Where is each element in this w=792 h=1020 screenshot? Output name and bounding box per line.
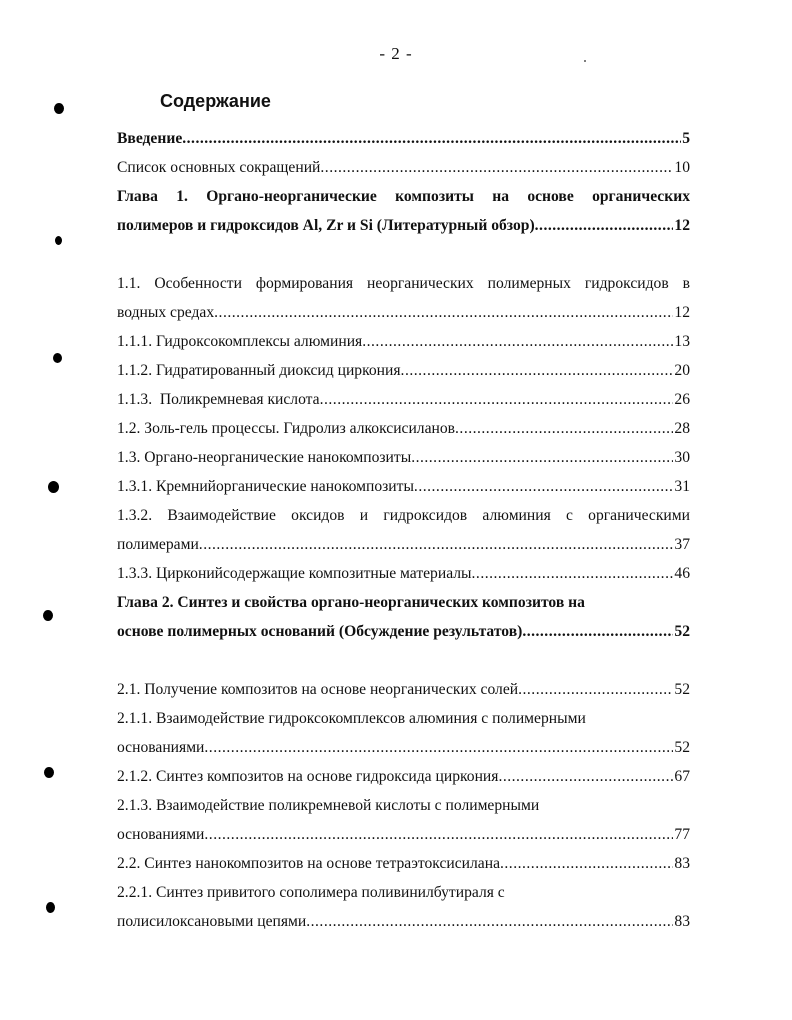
toc-page-number: 83 — [674, 855, 690, 872]
toc-page-number: 26 — [674, 391, 690, 408]
toc-page-number: 5 — [682, 130, 690, 147]
toc-chapter-1-title[interactable]: Глава 1. Органо-неорганические композиты на основе органических — [117, 188, 690, 205]
toc-page-number: 31 — [674, 478, 690, 495]
toc-page-number: 52 — [674, 681, 690, 698]
toc-entry-title: основаниями — [117, 826, 205, 843]
toc-entry-1-3-2[interactable] — [117, 530, 690, 559]
toc-entry-1-3-1[interactable] — [117, 472, 690, 501]
toc-entry-1-1[interactable] — [117, 298, 690, 327]
toc-page-number: 77 — [674, 826, 690, 843]
punch-hole-mark — [54, 103, 64, 114]
toc-entry-1-3[interactable] — [117, 443, 690, 472]
toc-page-number: 52 — [674, 739, 690, 756]
toc-entry-introduction[interactable] — [117, 124, 690, 153]
table-of-contents — [117, 124, 690, 936]
toc-entry-chapter-1[interactable] — [117, 211, 690, 240]
punch-hole-mark — [55, 236, 62, 245]
toc-entry-title: Список основных сокращений — [117, 159, 321, 176]
toc-entry-1-1-2[interactable] — [117, 356, 690, 385]
toc-entry-title: полисилоксановыми цепями — [117, 913, 307, 930]
toc-page-number: 83 — [674, 913, 690, 930]
dot-leader — [518, 675, 673, 704]
dot-leader — [306, 907, 673, 936]
scan-speck — [584, 60, 586, 62]
toc-page-number: 10 — [674, 159, 690, 176]
toc-section-2-1-3-title[interactable]: 2.1.3. Взаимодействие поликремневой кислоты с полимерными — [117, 797, 540, 814]
toc-page-number: 20 — [674, 362, 690, 379]
toc-entry-title: Введение — [117, 130, 183, 147]
dot-leader — [199, 530, 674, 559]
punch-hole-mark — [44, 767, 54, 778]
toc-entry-abbreviations[interactable] — [117, 153, 690, 182]
toc-page-number: 12 — [674, 217, 690, 234]
dot-leader — [500, 849, 673, 878]
page-number: - 2 - — [379, 44, 413, 63]
toc-entry-2-1-3[interactable] — [117, 820, 690, 849]
toc-entry-title: 2.2. Синтез нанокомпозитов на основе тетраэтоксисилана — [117, 855, 500, 872]
dot-leader — [535, 211, 674, 240]
toc-page-number: 13 — [674, 333, 690, 350]
toc-entry-title: 1.3. Органо-неорганические нанокомпозиты — [117, 449, 412, 466]
toc-entry-2-1[interactable] — [117, 675, 690, 704]
toc-section-2-2-1-title[interactable]: 2.2.1. Синтез привитого сополимера поливинилбутираля с — [117, 884, 505, 901]
toc-entry-title: 1.1.1. Гидроксокомплексы алюминия — [117, 333, 363, 350]
toc-page-number: 52 — [674, 623, 690, 640]
toc-section-1-3-2-title[interactable]: 1.3.2. Взаимодействие оксидов и гидроксидов алюминия с органическими — [117, 507, 690, 524]
toc-entry-2-2-1[interactable] — [117, 907, 690, 936]
toc-entry-1-1-3[interactable] — [117, 385, 690, 414]
toc-entry-title: 1.3.1. Кремнийорганические нанокомпозиты — [117, 478, 414, 495]
toc-entry-title: 2.1. Получение композитов на основе неорганических солей — [117, 681, 519, 698]
dot-leader — [182, 124, 681, 153]
toc-entry-title: основе полимерных оснований (Обсуждение результатов) — [117, 623, 523, 640]
dot-leader — [455, 414, 673, 443]
dot-leader — [320, 385, 674, 414]
punch-hole-mark — [46, 902, 55, 913]
punch-hole-mark — [48, 481, 59, 493]
dot-leader — [214, 298, 673, 327]
toc-page-number: 37 — [674, 536, 690, 553]
punch-hole-mark — [53, 353, 62, 363]
toc-entry-title: 2.1.2. Синтез композитов на основе гидроксида циркония — [117, 768, 499, 785]
toc-page-number: 12 — [674, 304, 690, 321]
toc-page-number: 30 — [674, 449, 690, 466]
page-title: Содержание — [160, 91, 271, 111]
dot-leader — [362, 327, 673, 356]
dot-leader — [472, 559, 674, 588]
toc-page-number: 46 — [674, 565, 690, 582]
toc-entry-title: 1.1.3. Поликремневая кислота — [117, 391, 320, 408]
toc-page-number: 67 — [674, 768, 690, 785]
toc-entry-1-3-3[interactable] — [117, 559, 690, 588]
toc-entry-1-1-1[interactable] — [117, 327, 690, 356]
dot-leader — [401, 356, 674, 385]
dot-leader — [522, 617, 673, 646]
toc-entry-2-2[interactable] — [117, 849, 690, 878]
toc-entry-title: водных средах — [117, 304, 215, 321]
toc-entry-title: 1.1.2. Гидратированный диоксид циркония — [117, 362, 401, 379]
toc-chapter-2-title[interactable]: Глава 2. Синтез и свойства органо-неорганических композитов на — [117, 594, 585, 611]
toc-entry-1-2[interactable] — [117, 414, 690, 443]
toc-section-2-1-1-title[interactable]: 2.1.1. Взаимодействие гидроксокомплексов алюминия с полимерными — [117, 710, 586, 727]
dot-leader — [411, 443, 673, 472]
toc-entry-2-1-1[interactable] — [117, 733, 690, 762]
toc-entry-chapter-2[interactable] — [117, 617, 690, 646]
toc-entry-title: полимерами — [117, 536, 199, 553]
dot-leader — [204, 733, 673, 762]
dot-leader — [414, 472, 673, 501]
toc-entry-title: 1.2. Золь-гель процессы. Гидролиз алкоксисиланов — [117, 420, 456, 437]
toc-entry-title: основаниями — [117, 739, 205, 756]
dot-leader — [204, 820, 673, 849]
toc-entry-title: 1.3.3. Цирконийсодержащие композитные материалы — [117, 565, 472, 582]
punch-hole-mark — [43, 610, 53, 621]
toc-page-number: 28 — [674, 420, 690, 437]
dot-leader — [320, 153, 673, 182]
toc-section-1-1-title[interactable]: 1.1. Особенности формирования неорганических полимерных гидроксидов в — [117, 275, 690, 292]
dot-leader — [498, 762, 673, 791]
toc-entry-2-1-2[interactable] — [117, 762, 690, 791]
toc-entry-title: полимеров и гидроксидов Al, Zr и Si (Литературный обзор) — [117, 217, 535, 234]
